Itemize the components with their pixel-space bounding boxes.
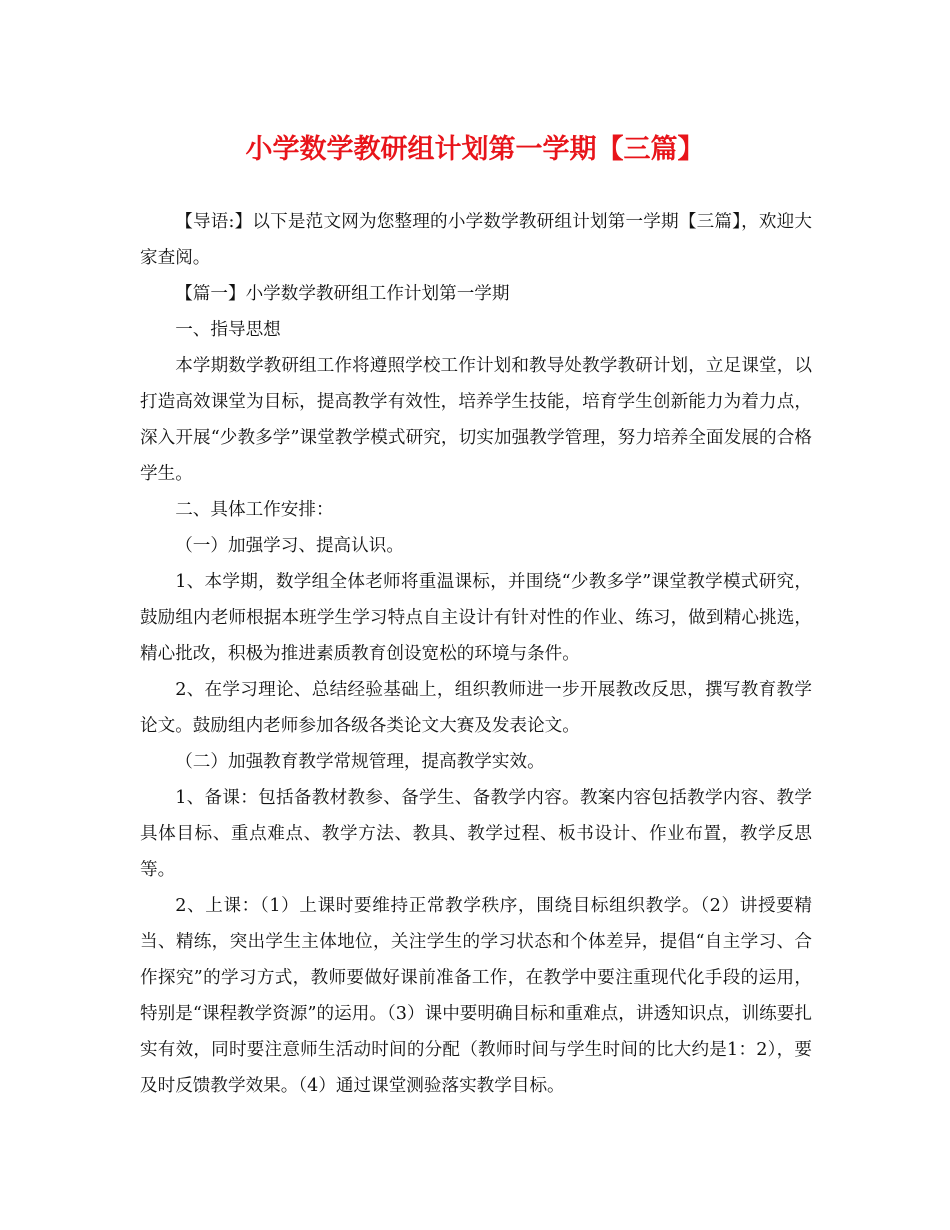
document-title: 小学数学教研组计划第一学期【三篇】 — [245, 134, 705, 165]
paragraph-study-1: 1、本学期，数学组全体老师将重温课标，并围绕“少教多学”课堂教学模式研究，鼓励组内老师根据本班学生学习特点自主设计有针对性的作业、练习，做到精心挑选，精心批改，积极为推进素质教育创设宽松的环境与条件。 — [140, 572, 812, 664]
paragraph-study-2: 2、在学习理论、总结经验基础上，组织教师进一步开展教改反思，撰写教育教学论文。鼓励组内老师参加各级各类论文大赛及发表论文。 — [140, 680, 812, 736]
paragraph-guiding-thought: 本学期数学教研组工作将遵照学校工作计划和教导处教学教研计划，立足课堂，以打造高效课堂为目标，提高教学有效性，培养学生技能，培育学生创新能力为着力点，深入开展“少教多学”课堂教学模式研究，切实加强教学管理，努力培养全面发展的合格学生。 — [140, 356, 812, 484]
subheading-study: （一）加强学习、提高认识。 — [175, 536, 404, 556]
heading-work-arrangement: 二、具体工作安排： — [175, 500, 334, 520]
intro-paragraph: 【导语:】以下是范文网为您整理的小学数学教研组计划第一学期【三篇】，欢迎大家查阅。 — [140, 212, 812, 268]
document-body — [140, 204, 812, 1104]
subheading-management: （二）加强教育教学常规管理，提高教学实效。 — [175, 752, 545, 772]
section-heading-part-one: 【篇一】小学数学教研组工作计划第一学期 — [175, 284, 510, 304]
paragraph-lesson-prep: 1、备课：包括备教材教参、备学生、备教学内容。教案内容包括教学内容、教学具体目标、重点难点、教学方法、教具、教学过程、板书设计、作业布置，教学反思等。 — [140, 788, 812, 880]
paragraph-class-teaching: 2、上课：（1）上课时要维持正常教学秩序，围绕目标组织教学。（2）讲授要精当、精练，突出学生主体地位，关注学生的学习状态和个体差异，提倡“自主学习、合作探究”的学习方式，教师要做好课前准备工作，在教学中要注重现代化手段的运用，特别是“课程教学资源”的运用。（3）课中要明确目标和重难点，讲透知识点，训练要扎实有效，同时要注意师生活动时间的分配（教师时间与学生时间的比大约是1：2），要及时反馈教学效果。（4）通过课堂测验落实教学目标。 — [140, 896, 812, 1096]
heading-guiding-thought: 一、指导思想 — [175, 320, 281, 340]
